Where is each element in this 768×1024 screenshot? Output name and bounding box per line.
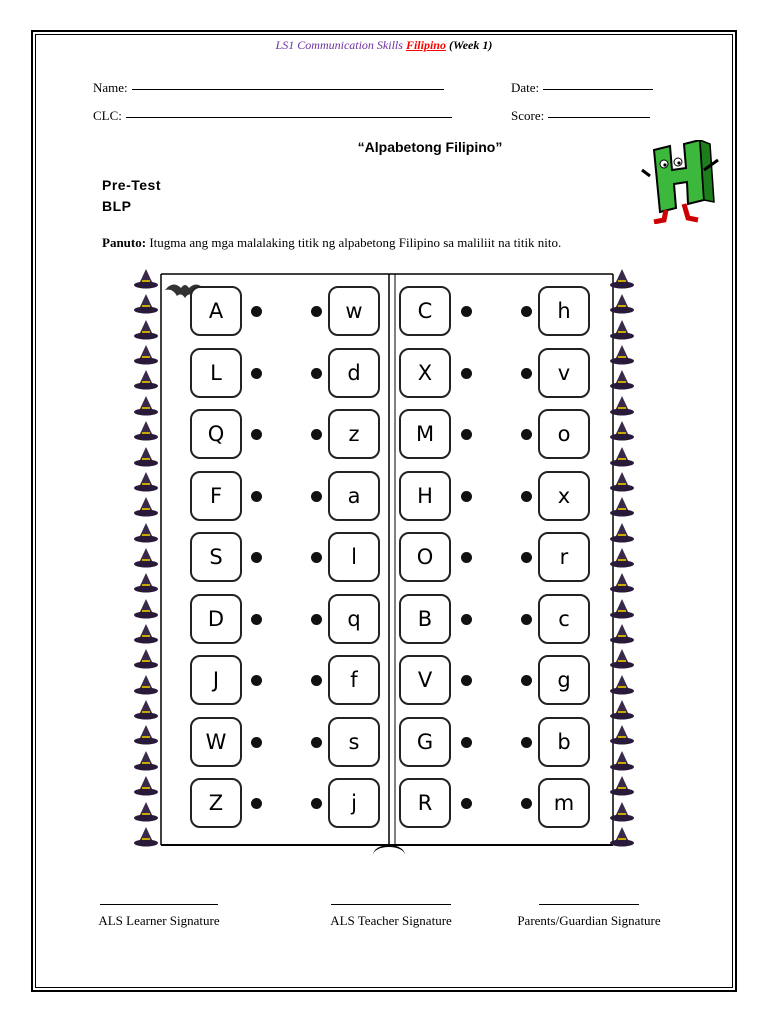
letter-mascot-icon [640, 140, 722, 224]
directions-label: Panuto: [102, 235, 147, 250]
lowercase-tile-d: d [328, 348, 380, 398]
teacher-signature-line[interactable] [331, 896, 451, 905]
witch-hat-icon [133, 268, 161, 290]
match-dot[interactable] [311, 675, 322, 686]
witch-hat-icon [609, 471, 637, 493]
match-dot[interactable] [521, 368, 532, 379]
uppercase-tile-F: F [190, 471, 242, 521]
witch-hat-icon [133, 674, 161, 696]
witch-hat-icon [609, 572, 637, 594]
pretest-label: Pre-Test [102, 177, 161, 193]
lowercase-tile-b: b [538, 717, 590, 767]
parent-signature-label: Parents/Guardian Signature [517, 913, 661, 928]
match-dot[interactable] [311, 552, 322, 563]
clc-line[interactable] [126, 116, 452, 118]
witch-hat-icon [609, 293, 637, 315]
witch-hat-icon [609, 724, 637, 746]
match-dot[interactable] [521, 737, 532, 748]
header-title [0, 38, 768, 53]
witch-hat-icon [609, 369, 637, 391]
match-dot[interactable] [521, 491, 532, 502]
witch-hat-icon [609, 446, 637, 468]
match-dot[interactable] [251, 675, 262, 686]
lowercase-tile-q: q [328, 594, 380, 644]
match-dot[interactable] [251, 552, 262, 563]
clc-field[interactable] [93, 108, 452, 124]
witch-hat-icon [133, 319, 161, 341]
witch-hat-icon [609, 547, 637, 569]
match-dot[interactable] [461, 306, 472, 317]
witch-hat-icon [133, 775, 161, 797]
match-dot[interactable] [461, 675, 472, 686]
clc-label: CLC: [93, 108, 122, 123]
lowercase-tile-v: v [538, 348, 590, 398]
name-label: Name: [93, 80, 128, 95]
hat-border-left [133, 268, 161, 848]
program-label: BLP [102, 198, 132, 214]
witch-hat-icon [609, 648, 637, 670]
date-line[interactable] [543, 88, 653, 90]
witch-hat-icon [609, 395, 637, 417]
witch-hat-icon [609, 699, 637, 721]
match-dot[interactable] [311, 429, 322, 440]
match-dot[interactable] [461, 491, 472, 502]
header-course: LS1 Communication Skills [275, 38, 406, 52]
witch-hat-icon [133, 522, 161, 544]
witch-hat-icon [133, 750, 161, 772]
match-dot[interactable] [521, 306, 532, 317]
witch-hat-icon [609, 496, 637, 518]
lowercase-tile-j: j [328, 778, 380, 828]
uppercase-tile-B: B [399, 594, 451, 644]
witch-hat-icon [133, 395, 161, 417]
match-dot[interactable] [461, 737, 472, 748]
worksheet-title: “Alpabetong Filipino” [357, 139, 503, 155]
date-field[interactable] [511, 80, 653, 96]
match-dot[interactable] [251, 368, 262, 379]
teacher-signature-label: ALS Teacher Signature [330, 913, 452, 928]
uppercase-tile-J: J [190, 655, 242, 705]
uppercase-tile-L: L [190, 348, 242, 398]
match-dot[interactable] [251, 614, 262, 625]
witch-hat-icon [609, 598, 637, 620]
witch-hat-icon [133, 648, 161, 670]
witch-hat-icon [609, 801, 637, 823]
learner-signature-line[interactable] [100, 896, 218, 905]
uppercase-tile-H: H [399, 471, 451, 521]
witch-hat-icon [133, 547, 161, 569]
hat-border-right [609, 268, 637, 848]
parent-signature [506, 896, 672, 929]
witch-hat-icon [609, 775, 637, 797]
uppercase-tile-V: V [399, 655, 451, 705]
match-dot[interactable] [311, 491, 322, 502]
uppercase-tile-D: D [190, 594, 242, 644]
witch-hat-icon [609, 522, 637, 544]
witch-hat-icon [133, 446, 161, 468]
match-dot[interactable] [461, 798, 472, 809]
witch-hat-icon [609, 268, 637, 290]
uppercase-tile-S: S [190, 532, 242, 582]
header-week: (Week 1) [445, 38, 493, 52]
witch-hat-icon [609, 420, 637, 442]
lowercase-tile-o: o [538, 409, 590, 459]
lowercase-tile-g: g [538, 655, 590, 705]
lowercase-tile-l: l [328, 532, 380, 582]
witch-hat-icon [133, 724, 161, 746]
uppercase-tile-C: C [399, 286, 451, 336]
learner-signature-label: ALS Learner Signature [98, 913, 220, 928]
lowercase-tile-s: s [328, 717, 380, 767]
header-subject: Filipino [405, 38, 446, 52]
witch-hat-icon [133, 369, 161, 391]
uppercase-tile-A: A [190, 286, 242, 336]
match-dot[interactable] [521, 798, 532, 809]
witch-hat-icon [133, 344, 161, 366]
witch-hat-icon [609, 319, 637, 341]
witch-hat-icon [133, 801, 161, 823]
witch-hat-icon [609, 623, 637, 645]
witch-hat-icon [609, 344, 637, 366]
parent-signature-line[interactable] [539, 896, 639, 905]
uppercase-tile-W: W [190, 717, 242, 767]
witch-hat-icon [133, 598, 161, 620]
witch-hat-icon [609, 674, 637, 696]
witch-hat-icon [133, 471, 161, 493]
witch-hat-icon [609, 750, 637, 772]
lowercase-tile-x: x [538, 471, 590, 521]
teacher-signature [321, 896, 461, 929]
match-dot[interactable] [251, 737, 262, 748]
witch-hat-icon [133, 293, 161, 315]
directions [102, 235, 561, 251]
lowercase-tile-h: h [538, 286, 590, 336]
lowercase-tile-r: r [538, 532, 590, 582]
directions-text: Itugma ang mga malalaking titik ng alpabetong Filipino sa maliliit na titik nito. [146, 235, 562, 250]
score-field[interactable] [511, 108, 650, 124]
match-dot[interactable] [521, 552, 532, 563]
match-dot[interactable] [521, 614, 532, 625]
lowercase-tile-a: a [328, 471, 380, 521]
match-dot[interactable] [461, 614, 472, 625]
uppercase-tile-Q: Q [190, 409, 242, 459]
lowercase-tile-z: z [328, 409, 380, 459]
match-dot[interactable] [251, 306, 262, 317]
learner-signature [88, 896, 230, 929]
match-dot[interactable] [461, 368, 472, 379]
uppercase-tile-O: O [399, 532, 451, 582]
match-dot[interactable] [311, 737, 322, 748]
match-dot[interactable] [311, 798, 322, 809]
uppercase-tile-R: R [399, 778, 451, 828]
match-dot[interactable] [311, 368, 322, 379]
witch-hat-icon [133, 572, 161, 594]
uppercase-tile-M: M [399, 409, 451, 459]
lowercase-tile-w: w [328, 286, 380, 336]
match-dot[interactable] [251, 798, 262, 809]
name-line[interactable] [132, 88, 444, 90]
matching-sheet [133, 268, 641, 858]
match-dot[interactable] [251, 429, 262, 440]
lowercase-tile-f: f [328, 655, 380, 705]
name-field[interactable] [93, 80, 444, 96]
witch-hat-icon [133, 623, 161, 645]
witch-hat-icon [133, 826, 161, 848]
witch-hat-icon [609, 826, 637, 848]
uppercase-tile-X: X [399, 348, 451, 398]
pretest-block [102, 175, 161, 217]
lowercase-tile-c: c [538, 594, 590, 644]
match-dot[interactable] [311, 306, 322, 317]
bottom-arc [373, 845, 405, 865]
score-label: Score: [511, 108, 545, 123]
match-dot[interactable] [521, 429, 532, 440]
match-dot[interactable] [251, 491, 262, 502]
witch-hat-icon [133, 420, 161, 442]
witch-hat-icon [133, 699, 161, 721]
uppercase-tile-G: G [399, 717, 451, 767]
match-dot[interactable] [461, 429, 472, 440]
date-label: Date: [511, 80, 540, 95]
score-line[interactable] [548, 116, 650, 118]
match-dot[interactable] [461, 552, 472, 563]
match-dot[interactable] [521, 675, 532, 686]
lowercase-tile-m: m [538, 778, 590, 828]
uppercase-tile-Z: Z [190, 778, 242, 828]
match-dot[interactable] [311, 614, 322, 625]
witch-hat-icon [133, 496, 161, 518]
